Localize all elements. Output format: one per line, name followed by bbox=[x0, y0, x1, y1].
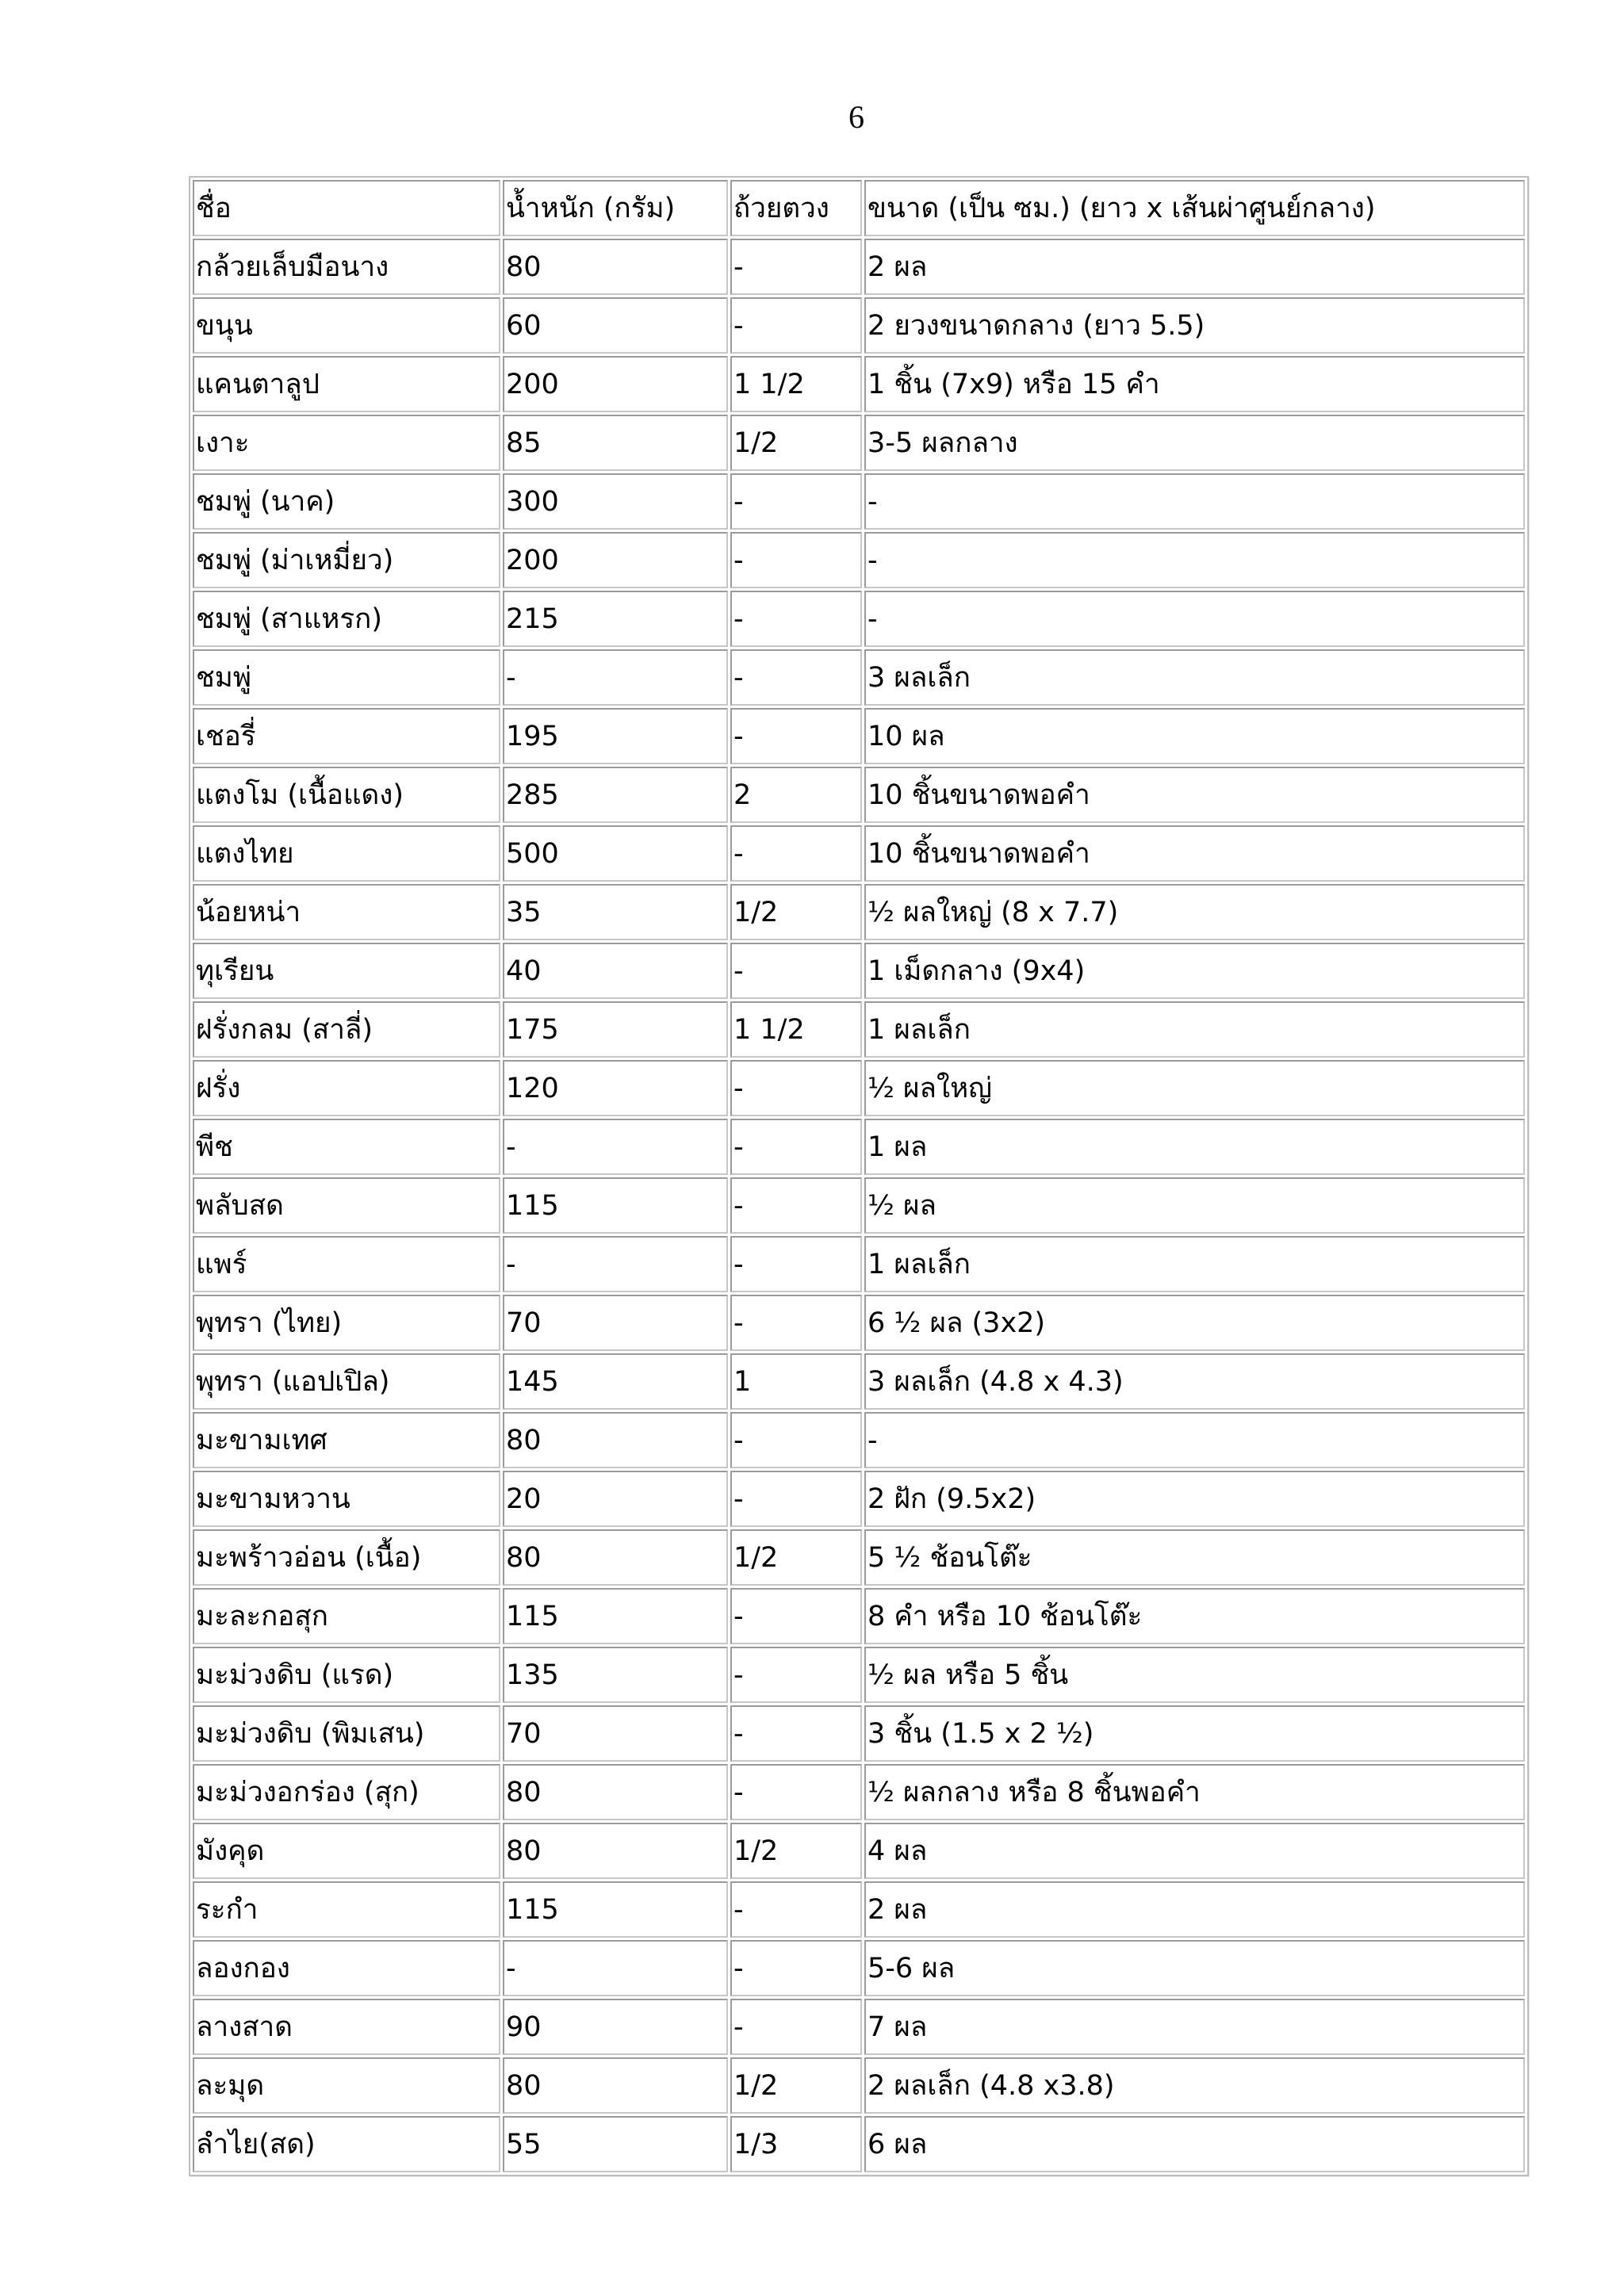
cell-name: แคนตาลูป bbox=[193, 356, 500, 412]
cell-weight: 70 bbox=[503, 1705, 728, 1762]
cell-size: 1 ผล bbox=[864, 1119, 1525, 1175]
cell-cup: - bbox=[730, 532, 862, 588]
cell-size: - bbox=[864, 473, 1525, 530]
table-row bbox=[193, 1471, 1525, 1527]
cell-weight: - bbox=[503, 1940, 728, 1996]
cell-size: 2 ฝัก (9.5x2) bbox=[864, 1471, 1525, 1527]
cell-name: ขนุน bbox=[193, 297, 500, 354]
cell-name: พีช bbox=[193, 1119, 500, 1175]
cell-name: ทุเรียน bbox=[193, 943, 500, 999]
cell-cup: - bbox=[730, 1705, 862, 1762]
cell-name: มังคุด bbox=[193, 1823, 500, 1879]
cell-name: ชมพู่ (นาค) bbox=[193, 473, 500, 530]
cell-size: 2 ยวงขนาดกลาง (ยาว 5.5) bbox=[864, 297, 1525, 354]
cell-weight: 175 bbox=[503, 1001, 728, 1058]
cell-name: ลองกอง bbox=[193, 1940, 500, 1996]
table-header-row bbox=[193, 180, 1525, 236]
cell-size: 5 ½ ช้อนโต๊ะ bbox=[864, 1529, 1525, 1586]
table-row bbox=[193, 1823, 1525, 1879]
table-row bbox=[193, 708, 1525, 764]
cell-cup: 1/2 bbox=[730, 415, 862, 471]
cell-cup: - bbox=[730, 649, 862, 706]
cell-weight: 80 bbox=[503, 239, 728, 295]
table-row bbox=[193, 1119, 1525, 1175]
table-row bbox=[193, 1295, 1525, 1351]
table-row bbox=[193, 1177, 1525, 1234]
cell-name: ระกำ bbox=[193, 1881, 500, 1938]
table-row bbox=[193, 1588, 1525, 1644]
cell-size: ½ ผล หรือ 5 ชิ้น bbox=[864, 1647, 1525, 1703]
cell-weight: 90 bbox=[503, 1999, 728, 2055]
cell-size: 1 เม็ดกลาง (9x4) bbox=[864, 943, 1525, 999]
fruit-table-container bbox=[189, 176, 1529, 2176]
cell-name: มะม่วงดิบ (แรด) bbox=[193, 1647, 500, 1703]
cell-cup: - bbox=[730, 1647, 862, 1703]
cell-size: 2 ผลเล็ก (4.8 x3.8) bbox=[864, 2057, 1525, 2114]
cell-weight: 300 bbox=[503, 473, 728, 530]
cell-name: ชมพู่ bbox=[193, 649, 500, 706]
cell-cup: 1/2 bbox=[730, 884, 862, 940]
cell-name: ละมุด bbox=[193, 2057, 500, 2114]
cell-name: ฝรั่ง bbox=[193, 1060, 500, 1116]
table-row bbox=[193, 649, 1525, 706]
cell-weight: - bbox=[503, 1236, 728, 1292]
cell-size: 7 ผล bbox=[864, 1999, 1525, 2055]
header-weight: น้ำหนัก (กรัม) bbox=[503, 180, 728, 236]
cell-size: ½ ผล bbox=[864, 1177, 1525, 1234]
cell-size: 1 ผลเล็ก bbox=[864, 1236, 1525, 1292]
table-row bbox=[193, 1940, 1525, 1996]
cell-name: กล้วยเล็บมือนาง bbox=[193, 239, 500, 295]
cell-name: แพร์ bbox=[193, 1236, 500, 1292]
cell-weight: 20 bbox=[503, 1471, 728, 1527]
cell-size: - bbox=[864, 532, 1525, 588]
table-row bbox=[193, 532, 1525, 588]
cell-cup: 1/2 bbox=[730, 2057, 862, 2114]
cell-size: 2 ผล bbox=[864, 1881, 1525, 1938]
table-row bbox=[193, 767, 1525, 823]
table-row bbox=[193, 473, 1525, 530]
cell-name: พุทรา (ไทย) bbox=[193, 1295, 500, 1351]
cell-size: 4 ผล bbox=[864, 1823, 1525, 1879]
page-number: 6 bbox=[848, 99, 864, 135]
cell-weight: 145 bbox=[503, 1353, 728, 1410]
cell-cup: - bbox=[730, 825, 862, 882]
cell-name: แตงไทย bbox=[193, 825, 500, 882]
table-row bbox=[193, 1060, 1525, 1116]
cell-size: - bbox=[864, 1412, 1525, 1468]
cell-size: 2 ผล bbox=[864, 239, 1525, 295]
cell-cup: - bbox=[730, 1119, 862, 1175]
cell-name: ฝรั่งกลม (สาลี่) bbox=[193, 1001, 500, 1058]
cell-name: ลำไย(สด) bbox=[193, 2116, 500, 2172]
cell-name: มะละกอสุก bbox=[193, 1588, 500, 1644]
cell-cup: - bbox=[730, 1940, 862, 1996]
table-row bbox=[193, 1881, 1525, 1938]
cell-name: มะขามเทศ bbox=[193, 1412, 500, 1468]
cell-cup: - bbox=[730, 1471, 862, 1527]
cell-size: 8 คำ หรือ 10 ช้อนโต๊ะ bbox=[864, 1588, 1525, 1644]
cell-weight: 70 bbox=[503, 1295, 728, 1351]
cell-weight: 80 bbox=[503, 1764, 728, 1820]
cell-size: 5-6 ผล bbox=[864, 1940, 1525, 1996]
table-row bbox=[193, 356, 1525, 412]
cell-cup: - bbox=[730, 473, 862, 530]
table-row bbox=[193, 884, 1525, 940]
cell-size: 3 ชิ้น (1.5 x 2 ½) bbox=[864, 1705, 1525, 1762]
fruit-portion-table bbox=[190, 178, 1527, 2175]
cell-name: มะขามหวาน bbox=[193, 1471, 500, 1527]
table-row bbox=[193, 297, 1525, 354]
cell-name: มะพร้าวอ่อน (เนื้อ) bbox=[193, 1529, 500, 1586]
cell-size: 6 ½ ผล (3x2) bbox=[864, 1295, 1525, 1351]
cell-weight: 80 bbox=[503, 1529, 728, 1586]
cell-size: 10 ชิ้นขนาดพอคำ bbox=[864, 767, 1525, 823]
cell-weight: 80 bbox=[503, 2057, 728, 2114]
cell-name: เชอรี่ bbox=[193, 708, 500, 764]
cell-size: ½ ผลกลาง หรือ 8 ชิ้นพอคำ bbox=[864, 1764, 1525, 1820]
cell-weight: 85 bbox=[503, 415, 728, 471]
cell-weight: 135 bbox=[503, 1647, 728, 1703]
cell-weight: 200 bbox=[503, 532, 728, 588]
cell-weight: 500 bbox=[503, 825, 728, 882]
cell-size: - bbox=[864, 591, 1525, 647]
table-row bbox=[193, 1353, 1525, 1410]
cell-weight: 285 bbox=[503, 767, 728, 823]
cell-cup: 1 bbox=[730, 1353, 862, 1410]
cell-size: ½ ผลใหญ่ (8 x 7.7) bbox=[864, 884, 1525, 940]
cell-cup: - bbox=[730, 239, 862, 295]
cell-cup: - bbox=[730, 1764, 862, 1820]
cell-cup: - bbox=[730, 1177, 862, 1234]
cell-size: 3 ผลเล็ก (4.8 x 4.3) bbox=[864, 1353, 1525, 1410]
cell-cup: - bbox=[730, 297, 862, 354]
cell-size: ½ ผลใหญ่ bbox=[864, 1060, 1525, 1116]
cell-weight: 60 bbox=[503, 297, 728, 354]
cell-cup: 2 bbox=[730, 767, 862, 823]
cell-cup: 1/2 bbox=[730, 1529, 862, 1586]
cell-name: มะม่วงอกร่อง (สุก) bbox=[193, 1764, 500, 1820]
table-row bbox=[193, 1764, 1525, 1820]
table-row bbox=[193, 239, 1525, 295]
cell-name: น้อยหน่า bbox=[193, 884, 500, 940]
cell-weight: 115 bbox=[503, 1881, 728, 1938]
cell-name: พลับสด bbox=[193, 1177, 500, 1234]
table-row bbox=[193, 1529, 1525, 1586]
cell-weight: 115 bbox=[503, 1588, 728, 1644]
cell-cup: - bbox=[730, 708, 862, 764]
cell-cup: - bbox=[730, 1588, 862, 1644]
table-body bbox=[193, 180, 1525, 2172]
cell-size: 3-5 ผลกลาง bbox=[864, 415, 1525, 471]
table-row bbox=[193, 2116, 1525, 2172]
cell-cup: - bbox=[730, 1060, 862, 1116]
cell-weight: 80 bbox=[503, 1823, 728, 1879]
cell-name: มะม่วงดิบ (พิมเสน) bbox=[193, 1705, 500, 1762]
cell-name: แตงโม (เนื้อแดง) bbox=[193, 767, 500, 823]
header-cup: ถ้วยตวง bbox=[730, 180, 862, 236]
cell-cup: - bbox=[730, 1295, 862, 1351]
table-row bbox=[193, 2057, 1525, 2114]
cell-weight: 40 bbox=[503, 943, 728, 999]
cell-weight: 35 bbox=[503, 884, 728, 940]
table-row bbox=[193, 1647, 1525, 1703]
cell-size: 1 ผลเล็ก bbox=[864, 1001, 1525, 1058]
cell-name: ลางสาด bbox=[193, 1999, 500, 2055]
cell-size: 1 ชิ้น (7x9) หรือ 15 คำ bbox=[864, 356, 1525, 412]
header-name: ชื่อ bbox=[193, 180, 500, 236]
cell-name: ชมพู่ (สาแหรก) bbox=[193, 591, 500, 647]
table-row bbox=[193, 415, 1525, 471]
cell-cup: 1/2 bbox=[730, 1823, 862, 1879]
table-row bbox=[193, 1705, 1525, 1762]
cell-weight: 55 bbox=[503, 2116, 728, 2172]
table-row bbox=[193, 1412, 1525, 1468]
cell-name: ชมพู่ (ม่าเหมี่ยว) bbox=[193, 532, 500, 588]
cell-weight: - bbox=[503, 649, 728, 706]
cell-size: 3 ผลเล็ก bbox=[864, 649, 1525, 706]
cell-cup: 1/3 bbox=[730, 2116, 862, 2172]
cell-size: 10 ชิ้นขนาดพอคำ bbox=[864, 825, 1525, 882]
cell-cup: - bbox=[730, 1412, 862, 1468]
cell-weight: 80 bbox=[503, 1412, 728, 1468]
table-row bbox=[193, 1001, 1525, 1058]
cell-name: เงาะ bbox=[193, 415, 500, 471]
cell-cup: - bbox=[730, 1999, 862, 2055]
table-row bbox=[193, 825, 1525, 882]
cell-weight: 200 bbox=[503, 356, 728, 412]
cell-size: 6 ผล bbox=[864, 2116, 1525, 2172]
cell-name: พุทรา (แอปเปิล) bbox=[193, 1353, 500, 1410]
cell-weight: - bbox=[503, 1119, 728, 1175]
cell-cup: 1 1/2 bbox=[730, 1001, 862, 1058]
cell-size: 10 ผล bbox=[864, 708, 1525, 764]
cell-cup: 1 1/2 bbox=[730, 356, 862, 412]
cell-weight: 195 bbox=[503, 708, 728, 764]
cell-cup: - bbox=[730, 591, 862, 647]
cell-weight: 215 bbox=[503, 591, 728, 647]
table-row bbox=[193, 591, 1525, 647]
cell-cup: - bbox=[730, 943, 862, 999]
cell-cup: - bbox=[730, 1236, 862, 1292]
cell-weight: 115 bbox=[503, 1177, 728, 1234]
table-row bbox=[193, 943, 1525, 999]
table-row bbox=[193, 1236, 1525, 1292]
cell-weight: 120 bbox=[503, 1060, 728, 1116]
table-row bbox=[193, 1999, 1525, 2055]
header-size: ขนาด (เป็น ซม.) (ยาว x เส้นผ่าศูนย์กลาง) bbox=[864, 180, 1525, 236]
cell-cup: - bbox=[730, 1881, 862, 1938]
